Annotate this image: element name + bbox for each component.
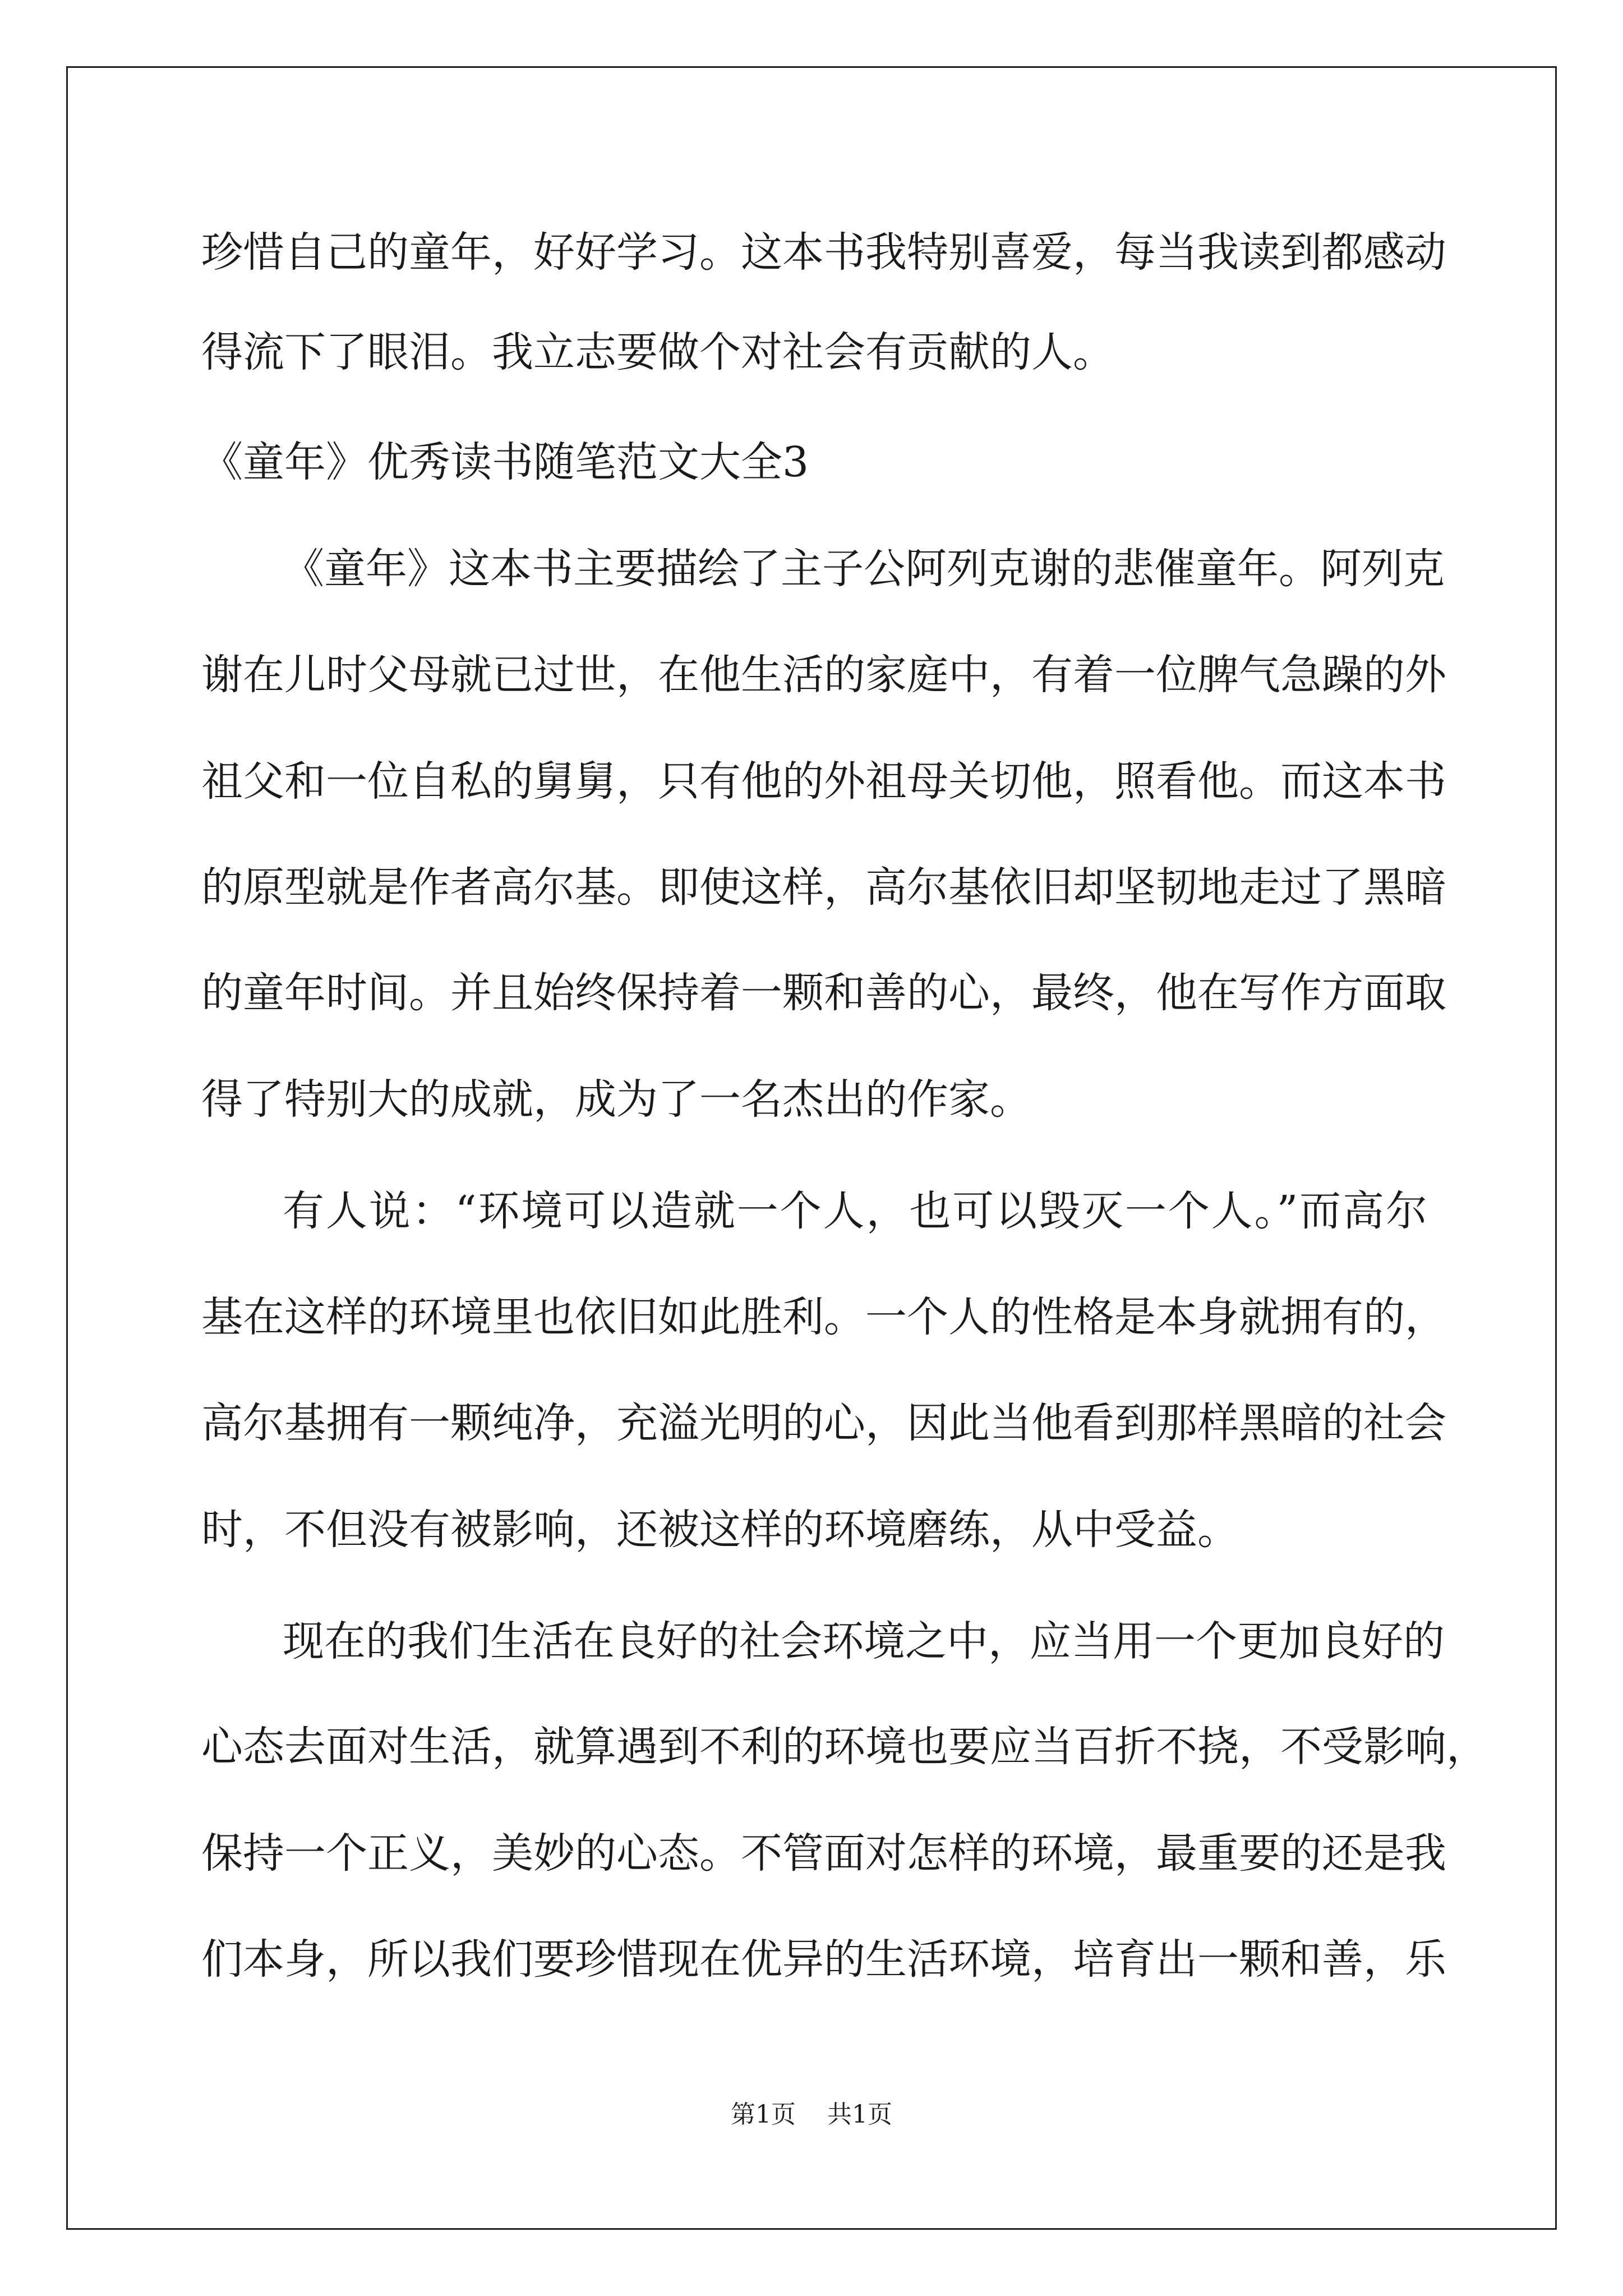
text-line: 心态去面对生活，就算遇到不利的环境也要应当百折不挠，不受影响， <box>201 1723 1488 1771</box>
text-line: 谢在儿时父母就已过世，在他生活的家庭中，有着一位脾气急躁的外 <box>201 651 1446 699</box>
text-line: 祖父和一位自私的舅舅，只有他的外祖母关切他，照看他。而这本书 <box>201 757 1446 806</box>
page-footer <box>0 2099 1623 2131</box>
text-line: 得了特别大的成就，成为了一名杰出的作家。 <box>201 1075 1031 1124</box>
text-line: 现在的我们生活在良好的社会环境之中，应当用一个更加良好的 <box>283 1617 1445 1665</box>
page-total: 共1页 <box>827 2100 892 2129</box>
page-border <box>66 66 1557 2230</box>
text-line: 高尔基拥有一颗纯净，充溢光明的心，因此当他看到那样黑暗的社会 <box>201 1399 1446 1447</box>
text-line: 得流下了眼泪。我立志要做个对社会有贡献的人。 <box>201 328 1114 376</box>
text-line: 珍惜自己的童年，好好学习。这本书我特别喜爱，每当我读到都感动 <box>201 228 1446 277</box>
section-heading: 《童年》优秀读书随笔范文大全3 <box>201 438 809 486</box>
page-number: 第1页 <box>731 2100 796 2129</box>
text-line: 《童年》这本书主要描绘了主子公阿列克谢的悲催童年。阿列克 <box>283 545 1445 593</box>
text-line: 的童年时间。并且始终保持着一颗和善的心，最终，他在写作方面取 <box>201 969 1446 1017</box>
text-line: 有人说：“环境可以造就一个人，也可以毁灭一个人。”而高尔 <box>283 1187 1427 1235</box>
text-line: 保持一个正义，美妙的心态。不管面对怎样的环境，最重要的还是我 <box>201 1829 1446 1878</box>
text-line: 基在这样的环境里也依旧如此胜利。一个人的性格是本身就拥有的， <box>201 1293 1446 1341</box>
text-line: 们本身，所以我们要珍惜现在优异的生活环境，培育出一颗和善，乐 <box>201 1935 1446 1984</box>
text-line: 时，不但没有被影响，还被这样的环境磨练，从中受益。 <box>201 1506 1239 1554</box>
text-line: 的原型就是作者高尔基。即使这样，高尔基依旧却坚韧地走过了黑暗 <box>201 863 1446 912</box>
